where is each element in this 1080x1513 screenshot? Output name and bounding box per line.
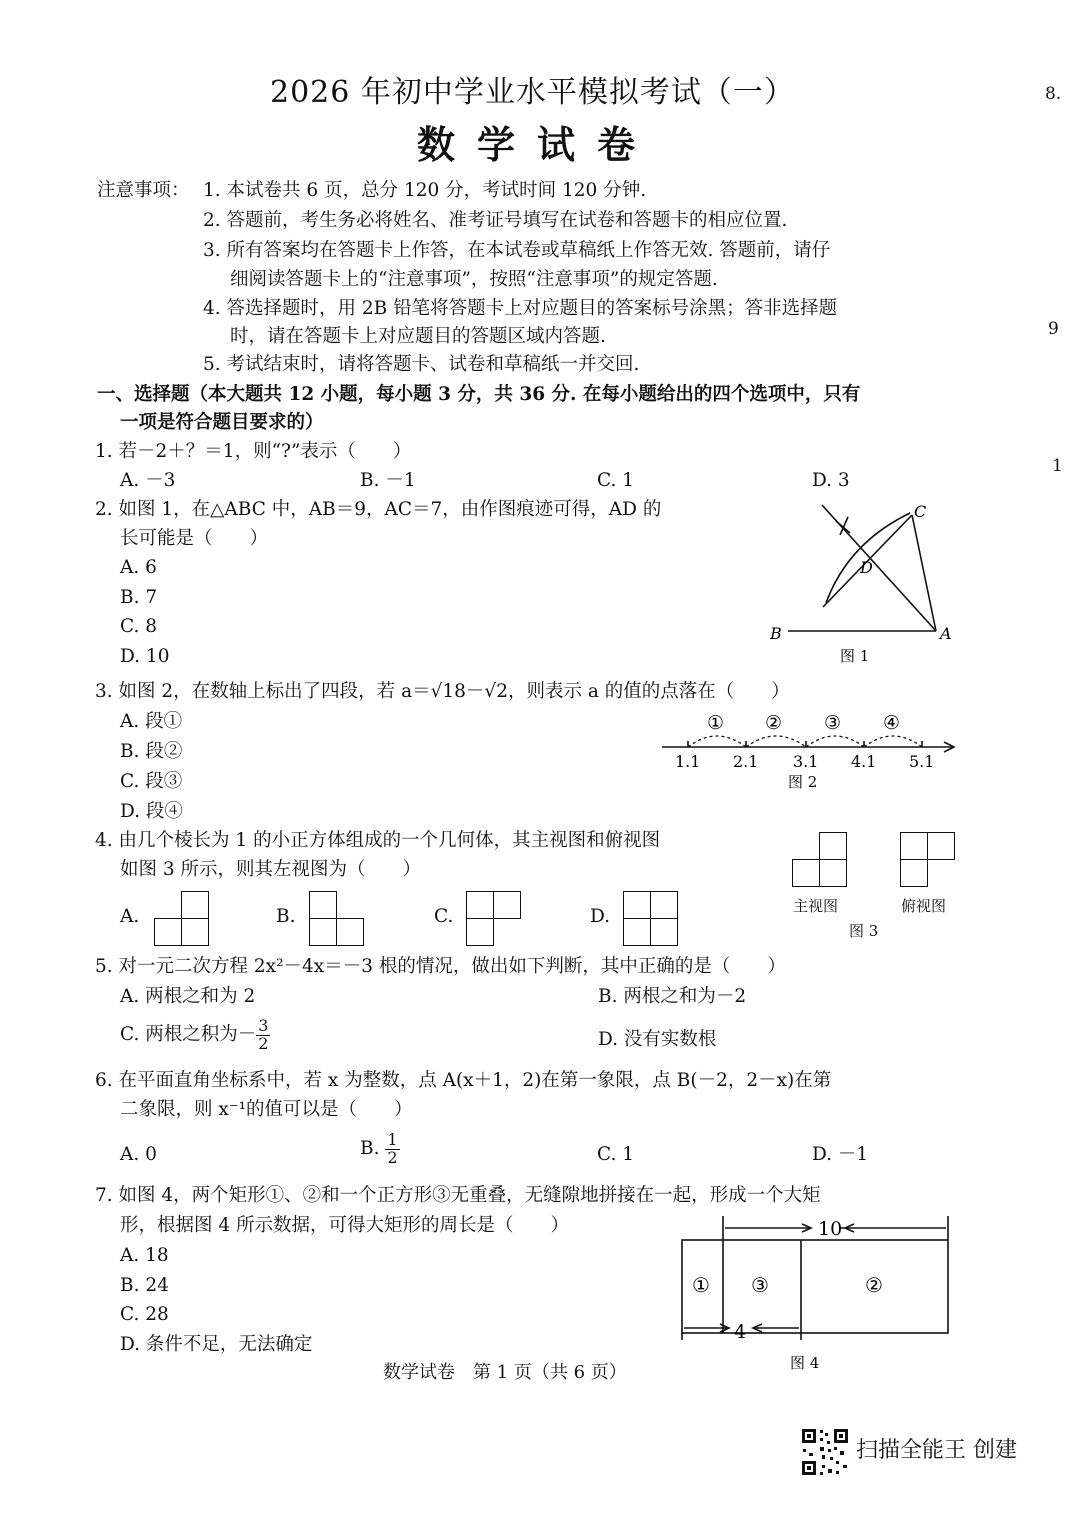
fig1-label-a: A: [940, 624, 952, 643]
notice-item: 5. 考试结束时，请将答题卡、试卷和草稿纸一并交回.: [203, 354, 640, 375]
q7-option-a: A. 18: [120, 1245, 169, 1266]
notice-label: 注意事项：: [97, 180, 190, 201]
q2-stem: 2. 如图 1，在△ABC 中，AB＝9，AC＝7，由作图痕迹可得，AD 的: [95, 499, 662, 520]
section-heading-cont: 一项是符合题目要求的）: [120, 412, 324, 433]
q3-option-c: C. 段③: [120, 771, 183, 792]
figure-1-triangle: [760, 495, 970, 670]
q1-option-b: B. －1: [360, 470, 416, 491]
fig4-caption: 图 4: [790, 1354, 820, 1372]
q4-stem-cont: 如图 3 所示，则其左视图为（ ）: [120, 859, 422, 880]
q7-option-d: D. 条件不足，无法确定: [120, 1334, 313, 1355]
q2-option-d: D. 10: [120, 646, 170, 667]
fig2-segment-2: ②: [765, 712, 783, 734]
fig2-tick-label: 4.1: [851, 752, 877, 771]
q4-option-b: B.: [276, 906, 296, 927]
fig1-label-c: C: [914, 502, 927, 521]
q5-fraction: [256, 1018, 270, 1053]
q5-option-b: B. 两根之和为－2: [598, 986, 747, 1007]
fig3-top-view-label: 俯视图: [901, 897, 947, 915]
q6-stem-cont: 二象限，则 x⁻¹的值可以是（ ）: [120, 1099, 413, 1120]
page-footer: 数学试卷 第 1 页（共 6 页）: [383, 1362, 627, 1383]
q2-stem-cont: 长可能是（ ）: [120, 528, 269, 549]
q3-option-b: B. 段②: [120, 741, 183, 762]
fig2-segment-4: ④: [883, 712, 901, 734]
fig4-rect-1: ①: [692, 1273, 710, 1297]
q6-option-b-text: B.: [360, 1138, 380, 1160]
q5-frac-num: 3: [258, 1016, 269, 1035]
qr-code-icon: [800, 1427, 850, 1477]
fig2-tick-label: 1.1: [675, 752, 701, 771]
q7-stem-cont: 形，根据图 4 所示数据，可得大矩形的周长是（ ）: [120, 1215, 570, 1236]
q6-fraction: [385, 1132, 399, 1167]
q3-stem: 3. 如图 2，在数轴上标出了四段，若 a＝√18－√2，则表示 a 的值的点落在（ ）: [95, 681, 790, 702]
fig2-caption: 图 2: [788, 773, 818, 791]
q1-option-c: C. 1: [597, 470, 635, 491]
fig4-square-3: ③: [751, 1273, 769, 1297]
notice-item: 2. 答题前，考生务必将姓名、准考证号填写在试卷和答题卡的相应位置.: [203, 210, 788, 231]
q1-option-d: D. 3: [812, 470, 850, 491]
q4-option-d: D.: [590, 906, 611, 927]
figure-2-number-line: [658, 705, 960, 795]
q6-option-c: C. 1: [597, 1144, 635, 1165]
exam-subtitle: 数学试卷: [417, 122, 658, 167]
fig1-label-b: B: [770, 624, 782, 643]
q7-option-c: C. 28: [120, 1304, 169, 1325]
notice-item: 4. 答选择题时，用 2B 铅笔将答题卡上对应题目的答案标号涂黑；答非选择题: [203, 298, 838, 319]
q1-option-a: A. －3: [120, 470, 176, 491]
q3-option-d: D. 段④: [120, 801, 183, 822]
fig4-rect-2: ②: [865, 1273, 883, 1297]
fig1-label-d: D: [860, 558, 873, 577]
notice-item: 细阅读答题卡上的“注意事项”，按照“注意事项”的规定答题.: [230, 269, 718, 290]
q6-stem: 6. 在平面直角坐标系中，若 x 为整数，点 A(x＋1，2)在第一象限，点 B(－2，2－x)在第: [95, 1070, 832, 1091]
margin-mark-3: 1: [1052, 456, 1063, 476]
fig2-segment-3: ③: [824, 712, 842, 734]
q6-option-b: [360, 1132, 400, 1167]
q6-frac-den: 2: [387, 1147, 398, 1167]
fig4-bottom-length: 4: [734, 1321, 747, 1343]
fig4-top-length: 10: [818, 1218, 843, 1240]
q1-stem: 1. 若－2＋？＝1，则“?”表示（ ）: [95, 441, 412, 462]
margin-mark-2: 9: [1048, 319, 1059, 339]
fig3-front-view-label: 主视图: [793, 897, 839, 915]
notice-item: 3. 所有答案均在答题卡上作答，在本试卷或草稿纸上作答无效. 答题前，请仔: [203, 240, 831, 261]
q6-option-d: D. －1: [812, 1144, 869, 1165]
q6-option-a: A. 0: [120, 1144, 157, 1165]
q4-option-a: A.: [120, 906, 140, 927]
fig2-segment-1: ①: [707, 712, 725, 734]
watermark-text: 扫描全能王 创建: [856, 1438, 1017, 1463]
q5-frac-den: 2: [258, 1033, 269, 1053]
q3-option-a: A. 段①: [120, 711, 183, 732]
q7-option-b: B. 24: [120, 1275, 169, 1296]
section-heading: 一、选择题（本大题共 12 小题，每小题 3 分，共 36 分. 在每小题给出的四个选项中，只有: [97, 384, 861, 405]
q6-frac-num: 1: [387, 1130, 398, 1149]
q5-option-c-text: C. 两根之积为－: [120, 1024, 257, 1046]
fig1-caption: 图 1: [840, 647, 870, 665]
q2-option-c: C. 8: [120, 616, 158, 637]
q7-stem: 7. 如图 4，两个矩形①、②和一个正方形③无重叠，无缝隙地拼接在一起，形成一个大矩: [95, 1185, 821, 1206]
exam-title: 2026 年初中学业水平模拟考试（一）: [270, 75, 795, 110]
fig2-tick-label: 5.1: [909, 752, 935, 771]
notice-item: 1. 本试卷共 6 页，总分 120 分，考试时间 120 分钟.: [203, 180, 647, 201]
figure-4-rectangles: [670, 1210, 960, 1380]
fig2-tick-label: 3.1: [793, 752, 819, 771]
notice-item: 时，请在答题卡上对应题目的答题区域内答题.: [230, 326, 606, 347]
fig2-tick-label: 2.1: [733, 752, 759, 771]
q5-option-d: D. 没有实数根: [598, 1029, 717, 1050]
margin-mark-1: 8.: [1045, 84, 1062, 104]
q2-option-a: A. 6: [120, 557, 157, 578]
q4-stem: 4. 由几个棱长为 1 的小正方体组成的一个几何体，其主视图和俯视图: [95, 830, 661, 851]
q4-option-c: C.: [434, 906, 454, 927]
q5-stem: 5. 对一元二次方程 2x²－4x＝－3 根的情况，做出如下判断，其中正确的是（ ）: [95, 956, 786, 977]
q5-option-a: A. 两根之和为 2: [120, 986, 256, 1007]
q5-option-c: [120, 1018, 270, 1053]
fig3-caption: 图 3: [849, 922, 879, 940]
q2-option-b: B. 7: [120, 587, 158, 608]
